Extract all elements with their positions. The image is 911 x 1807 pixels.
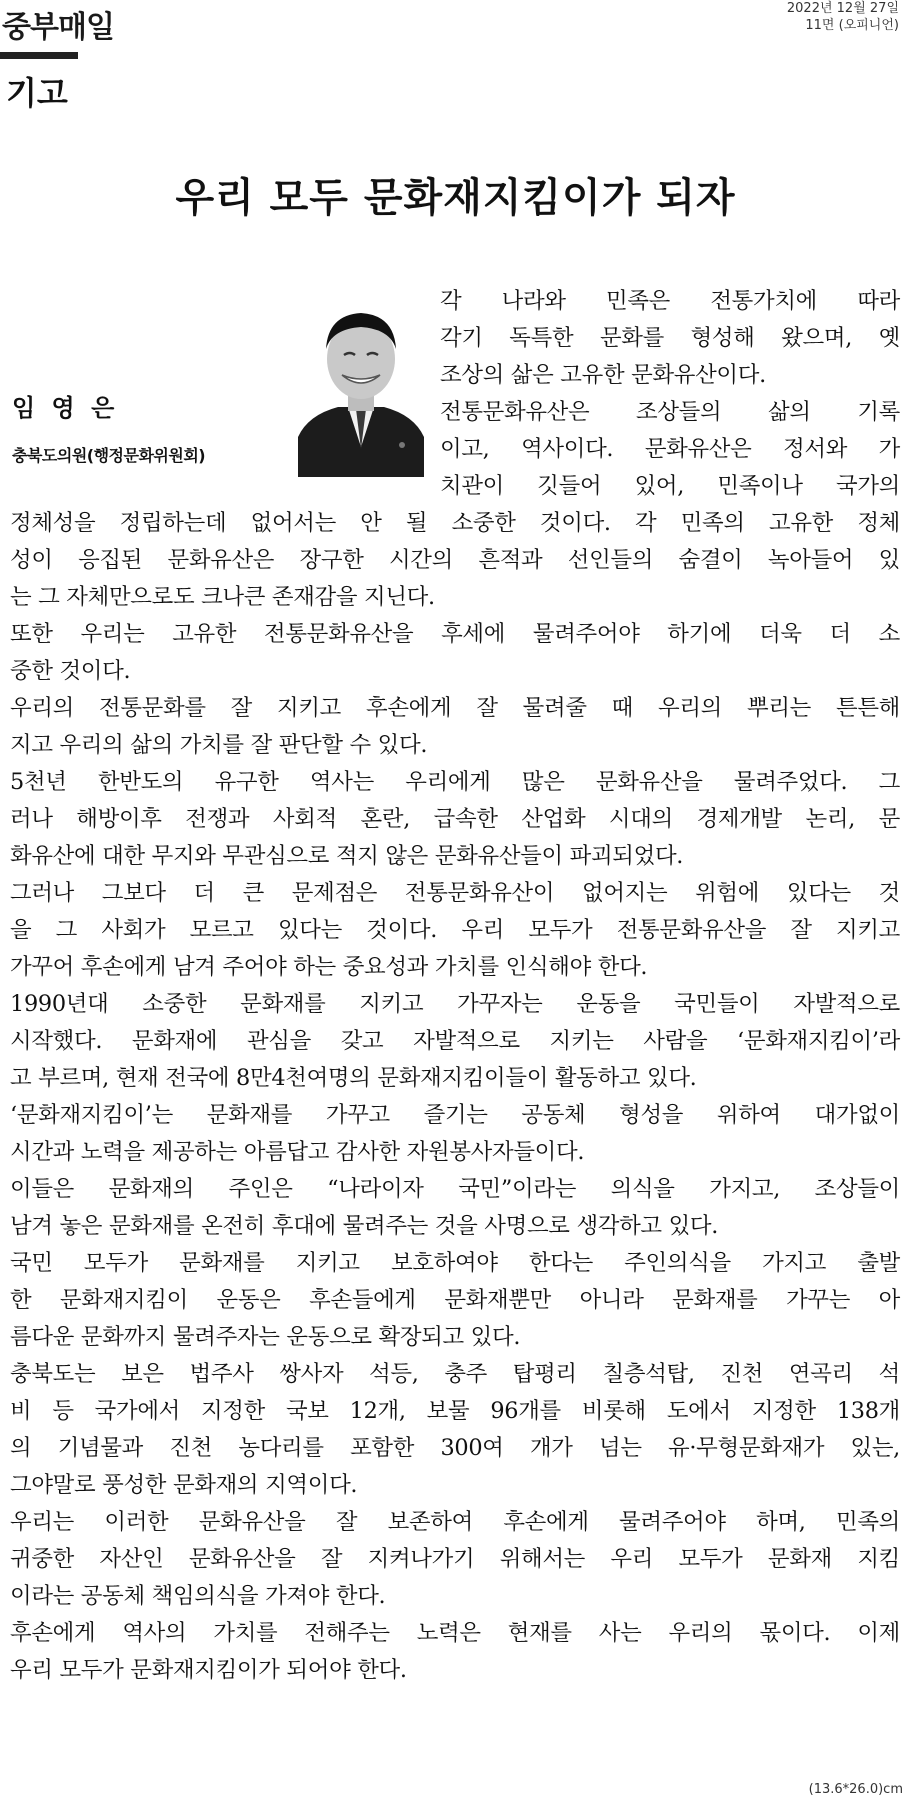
author-portrait-photo xyxy=(298,297,424,477)
body-line: 귀중한 자산인 문화유산을 잘 지켜나가기 위해서는 우리 모두가 문화재 지킴 xyxy=(10,1546,900,1572)
body-line: 남겨 놓은 문화재를 온전히 후대에 물려주는 것을 사명으로 생각하고 있다. xyxy=(10,1213,719,1239)
body-line: 각기 독특한 문화를 형성해 왔으며, 옛 xyxy=(440,325,900,351)
dateline xyxy=(787,0,899,34)
body-line: 정체성을 정립하는데 없어서는 안 될 소중한 것이다. 각 민족의 고유한 정체 xyxy=(10,510,900,536)
body-line: 치관이 깃들어 있어, 민족이나 국가의 xyxy=(440,473,900,499)
body-line: 고 부르며, 현재 전국에 8만4천여명의 문화재지킴이들이 활동하고 있다. xyxy=(10,1065,697,1091)
masthead xyxy=(0,0,911,62)
body-line: 우리는 이러한 문화유산을 잘 보존하여 후손에게 물려주어야 하며, 민족의 xyxy=(10,1509,900,1535)
body-line: 각 나라와 민족은 전통가치에 따라 xyxy=(440,288,900,314)
body-line: 는 그 자체만으로도 크나큰 존재감을 지닌다. xyxy=(10,584,435,610)
publication-date: 2022년 12월 27일 xyxy=(786,1,899,16)
body-line: 국민 모두가 문화재를 지키고 보호하여야 한다는 주인의식을 가지고 출발 xyxy=(10,1250,900,1276)
newspaper-logo: 중부매일 xyxy=(2,10,114,45)
body-line: 그야말로 풍성한 문화재의 지역이다. xyxy=(10,1472,358,1498)
body-line: 또한 우리는 고유한 전통문화유산을 후세에 물려주어야 하기에 더욱 더 소 xyxy=(10,621,900,647)
body-line: 가꾸어 후손에게 남겨 주어야 하는 중요성과 가치를 인식해야 한다. xyxy=(10,954,648,980)
body-line: 지고 우리의 삶의 가치를 잘 판단할 수 있다. xyxy=(10,732,428,758)
page-number: 11면 (오피니언) xyxy=(805,18,899,33)
body-line: ‘문화재지킴이’는 문화재를 가꾸고 즐기는 공동체 형성을 위하여 대가없이 xyxy=(10,1102,900,1128)
body-line: 을 그 사회가 모르고 있다는 것이다. 우리 모두가 전통문화유산을 잘 지키고 xyxy=(10,917,900,943)
body-line: 그러나 그보다 더 큰 문제점은 전통문화유산이 없어지는 위험에 있다는 것 xyxy=(10,880,900,906)
body-line: 이고, 역사이다. 문화유산은 정서와 가 xyxy=(440,436,900,462)
logo-underline xyxy=(0,52,78,59)
author-name: 임 영 은 xyxy=(12,394,119,422)
section-label: 기고 xyxy=(6,74,68,112)
body-line: 의 기념물과 진천 농다리를 포함한 300여 개가 넘는 유·무형문화재가 있는, xyxy=(10,1435,900,1461)
portrait-illustration xyxy=(298,297,424,477)
body-line: 중한 것이다. xyxy=(10,658,131,684)
article-body-full-width xyxy=(10,505,900,1689)
body-line: 전통문화유산은 조상들의 삶의 기록 xyxy=(440,399,900,425)
body-line: 조상의 삶은 고유한 문화유산이다. xyxy=(440,362,766,388)
body-line: 우리 모두가 문화재지킴이가 되어야 한다. xyxy=(10,1657,407,1683)
article-size-note: (13.6*26.0)cm xyxy=(808,1782,903,1797)
body-line: 이라는 공동체 책임의식을 가져야 한다. xyxy=(10,1583,386,1609)
body-line: 성이 응집된 문화유산은 장구한 시간의 흔적과 선인들의 숨결이 녹아들어 있 xyxy=(10,547,900,573)
body-line: 5천년 한반도의 유구한 역사는 우리에게 많은 문화유산을 물려주었다. 그 xyxy=(10,769,900,795)
body-line: 러나 해방이후 전쟁과 사회적 혼란, 급속한 산업화 시대의 경제개발 논리, 문 xyxy=(10,806,900,832)
article-body-top-column xyxy=(440,283,900,505)
body-line: 비 등 국가에서 지정한 국보 12개, 보물 96개를 비롯해 도에서 지정한 138개 xyxy=(10,1398,900,1424)
author-title: 충북도의원(행정문화위원회) xyxy=(12,446,206,465)
body-line: 후손에게 역사의 가치를 전해주는 노력은 현재를 사는 우리의 몫이다. 이제 xyxy=(10,1620,900,1646)
body-line: 충북도는 보은 법주사 쌍사자 석등, 충주 탑평리 칠층석탑, 진천 연곡리 석 xyxy=(10,1361,900,1387)
body-line: 이들은 문화재의 주인은 “나라이자 국민”이라는 의식을 가지고, 조상들이 xyxy=(10,1176,900,1202)
body-line: 화유산에 대한 무지와 무관심으로 적지 않은 문화유산들이 파괴되었다. xyxy=(10,843,684,869)
body-line: 1990년대 소중한 문화재를 지키고 가꾸자는 운동을 국민들이 자발적으로 xyxy=(10,991,900,1017)
body-line: 우리의 전통문화를 잘 지키고 후손에게 잘 물려줄 때 우리의 뿌리는 튼튼해 xyxy=(10,695,900,721)
body-line: 름다운 문화까지 물려주자는 운동으로 확장되고 있다. xyxy=(10,1324,521,1350)
body-line: 시작했다. 문화재에 관심을 갖고 자발적으로 지키는 사람을 ‘문화재지킴이’라 xyxy=(10,1028,900,1054)
article-headline: 우리 모두 문화재지킴이가 되자 xyxy=(175,175,736,221)
body-line: 한 문화재지킴이 운동은 후손들에게 문화재뿐만 아니라 문화재를 가꾸는 아 xyxy=(10,1287,900,1313)
body-line: 시간과 노력을 제공하는 아름답고 감사한 자원봉사자들이다. xyxy=(10,1139,585,1165)
